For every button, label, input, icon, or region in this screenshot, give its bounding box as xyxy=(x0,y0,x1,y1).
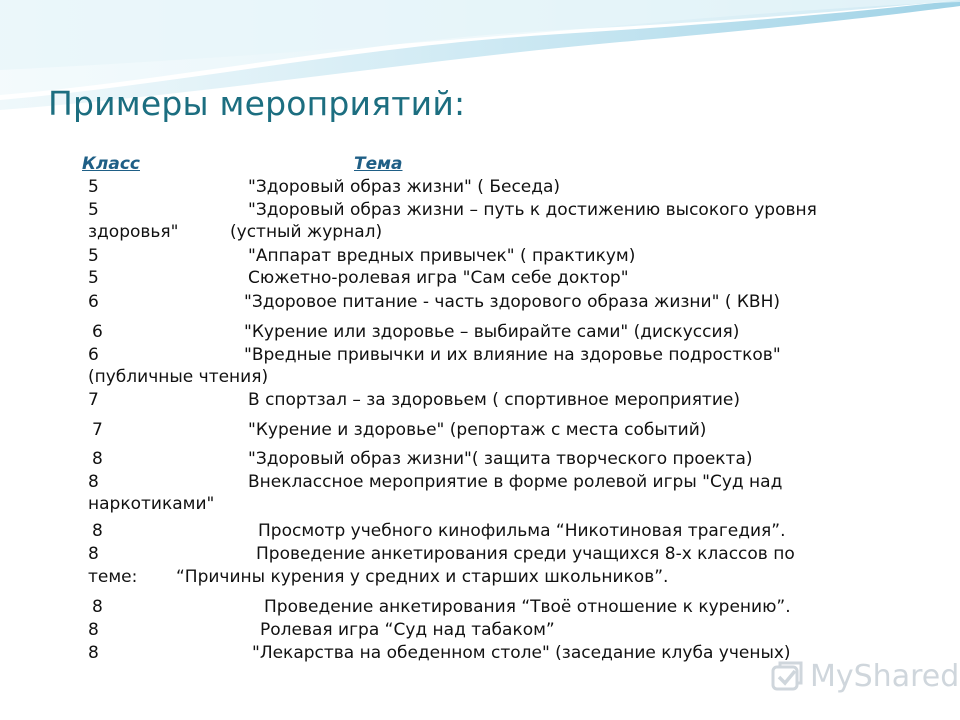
topic-cell: наркотиками" xyxy=(88,494,215,514)
topic-cell: теме: xyxy=(88,567,138,587)
grade-cell: 5 xyxy=(88,200,99,220)
slide-title: Примеры мероприятий: xyxy=(48,84,466,123)
topic-cell: "Лекарства на обеденном столе" (заседание клуба ученых) xyxy=(252,643,791,663)
topic-cell: В спортзал – за здоровьем ( спортивное мероприятие) xyxy=(248,390,740,410)
watermark-text: MyShared xyxy=(810,658,960,694)
grade-cell: 5 xyxy=(88,268,99,288)
grade-cell: 7 xyxy=(92,420,103,440)
topic-cell: Внеклассное мероприятие в форме ролевой игры "Суд над xyxy=(248,472,783,492)
topic-cell: "Здоровый образ жизни"( защита творческого проекта) xyxy=(248,449,753,469)
grade-cell: 5 xyxy=(88,177,99,197)
header-topic: Тема xyxy=(354,154,403,174)
grade-cell: 7 xyxy=(88,390,99,410)
grade-cell: 6 xyxy=(88,292,99,312)
topic-cell: “Причины курения у средних и старших школьников”. xyxy=(176,567,669,587)
topic-cell: Просмотр учебного кинофильма “Никотиновая трагедия”. xyxy=(258,521,786,541)
grade-cell: 8 xyxy=(88,620,99,640)
grade-cell: 8 xyxy=(92,449,103,469)
watermark xyxy=(770,656,959,696)
topic-cell: "Аппарат вредных привычек" ( практикум) xyxy=(248,246,636,266)
topic-cell: "Курение или здоровье – выбирайте сами" (дискуссия) xyxy=(244,322,740,342)
topic-cell: "Здоровый образ жизни – путь к достижению высокого уровня xyxy=(248,200,817,220)
grade-cell: 8 xyxy=(88,643,99,663)
topic-cell: Проведение анкетирования среди учащихся 8-х классов по xyxy=(256,544,795,564)
topic-cell: "Здоровый образ жизни" ( Беседа) xyxy=(248,177,561,197)
topic-cell: Проведение анкетирования “Твоё отношение к курению”. xyxy=(264,597,791,617)
grade-cell: 8 xyxy=(92,521,103,541)
topic-cell: (публичные чтения) xyxy=(88,367,269,387)
topic-cell: здоровья" xyxy=(88,222,179,242)
grade-cell: 6 xyxy=(88,345,99,365)
topic-cell: (устный журнал) xyxy=(230,222,383,242)
header-class: Класс xyxy=(82,154,140,174)
grade-cell: 5 xyxy=(88,246,99,266)
topic-cell: Сюжетно-ролевая игра "Сам себе доктор" xyxy=(248,268,629,288)
topic-cell: "Вредные привычки и их влияние на здоровье подростков" xyxy=(244,345,781,365)
topic-cell: Ролевая игра “Суд над табаком” xyxy=(260,620,555,640)
grade-cell: 6 xyxy=(92,322,103,342)
topic-cell: "Курение и здоровье" (репортаж с места событий) xyxy=(248,420,707,440)
topic-cell: "Здоровое питание - часть здорового образа жизни" ( КВН) xyxy=(244,292,780,312)
grade-cell: 8 xyxy=(88,472,99,492)
grade-cell: 8 xyxy=(92,597,103,617)
myshared-logo-icon xyxy=(770,659,804,693)
grade-cell: 8 xyxy=(88,544,99,564)
